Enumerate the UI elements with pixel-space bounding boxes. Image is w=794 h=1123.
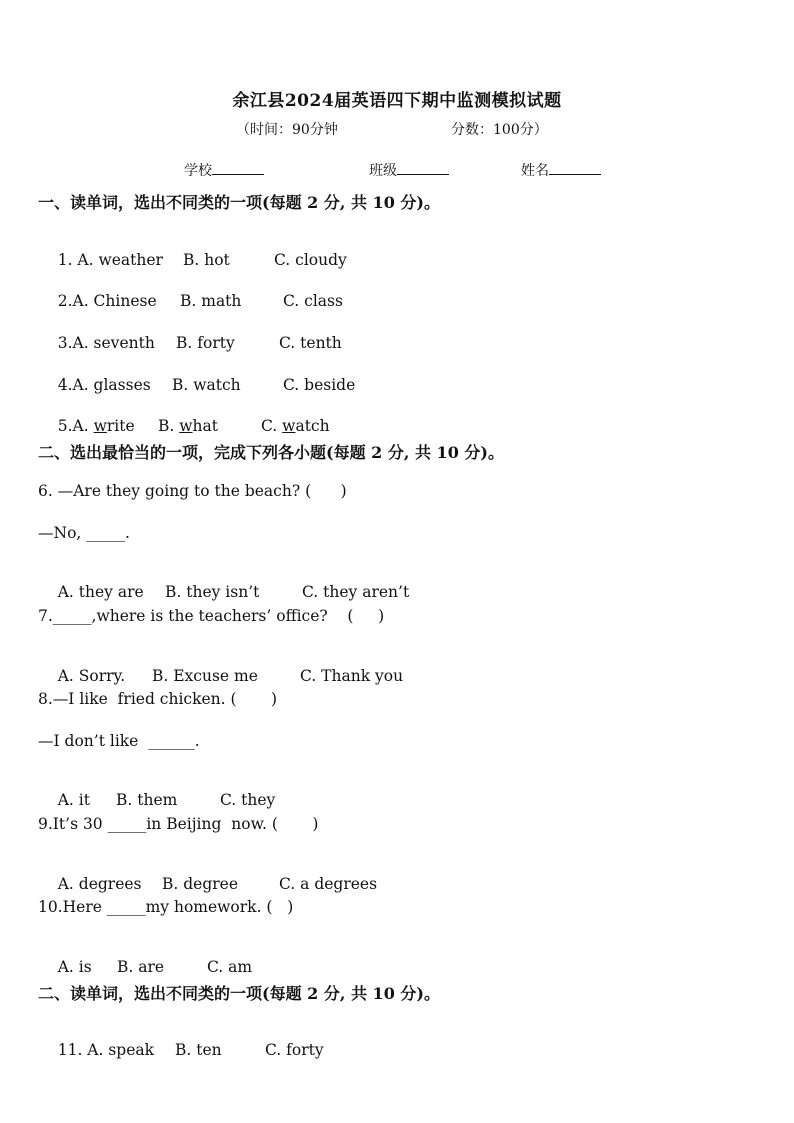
q4-option-b: B. watch xyxy=(172,376,241,394)
q4-option-a: 4.A. glasses xyxy=(57,376,151,394)
question-8-answer: —I don’t like ______. xyxy=(38,732,200,750)
q9-option-b: B. degree xyxy=(162,875,239,893)
q10-option-b: B. are xyxy=(117,958,165,976)
exam-title: 余江县2024届英语四下期中监测模拟试题 xyxy=(232,91,562,111)
q9-option-c: C. a degrees xyxy=(279,875,378,893)
section-heading-1: 一、读单词，选出不同类的一项(每题 2 分, 共 10 分)。 xyxy=(38,193,440,212)
school-field xyxy=(184,160,264,180)
class-blank[interactable] xyxy=(397,162,449,175)
name-label: 姓名 xyxy=(521,163,549,179)
q2-option-c: C. class xyxy=(283,292,343,310)
q8-option-a: A. it xyxy=(57,791,90,809)
q5-option-a: 5.A. write xyxy=(57,417,135,435)
q3-option-c: C. tenth xyxy=(279,334,342,352)
q7-option-c: C. Thank you xyxy=(300,667,404,685)
section-heading-2: 二、选出最恰当的一项，完成下列各小题(每题 2 分, 共 10 分)。 xyxy=(38,443,504,462)
q10-option-c: C. am xyxy=(207,958,253,976)
q7-option-b: B. Excuse me xyxy=(152,667,258,685)
question-7-stem: 7._____,where is the teachers’ office? ( ) xyxy=(38,607,385,625)
exam-score: 分数：100分） xyxy=(451,122,548,138)
q6-option-c: C. they aren’t xyxy=(302,583,410,601)
q5-option-b: B. what xyxy=(158,417,218,435)
class-field xyxy=(369,160,449,180)
q2-option-b: B. math xyxy=(180,292,242,310)
school-blank[interactable] xyxy=(212,162,264,175)
q1-option-b: B. hot xyxy=(183,251,230,269)
q9-option-a: A. degrees xyxy=(57,875,142,893)
q5-option-c: C. watch xyxy=(261,417,330,435)
question-10-stem: 10.Here _____my homework. ( ) xyxy=(38,898,294,916)
question-8-stem: 8.—I like fried chicken. ( ) xyxy=(38,690,278,708)
question-11 xyxy=(38,1023,324,1077)
question-6-stem: 6. —Are they going to the beach? ( ) xyxy=(38,482,347,500)
q4-option-c: C. beside xyxy=(283,376,356,394)
exam-time: （时间：90分钟 xyxy=(236,122,338,138)
q3-option-b: B. forty xyxy=(176,334,235,352)
q3-option-a: 3.A. seventh xyxy=(57,334,155,352)
q1-option-c: C. cloudy xyxy=(274,251,347,269)
q7-option-a: A. Sorry. xyxy=(57,667,126,685)
q11-option-b: B. ten xyxy=(175,1041,222,1059)
question-6-answer: —No, _____. xyxy=(38,524,130,542)
q2-option-a: 2.A. Chinese xyxy=(57,292,157,310)
q6-option-a: A. they are xyxy=(57,583,144,601)
q11-option-a: 11. A. speak xyxy=(57,1041,155,1059)
q10-option-a: A. is xyxy=(57,958,92,976)
school-label: 学校 xyxy=(184,163,212,179)
name-field xyxy=(521,160,601,180)
q8-option-c: C. they xyxy=(220,791,276,809)
section-heading-3: 二、读单词，选出不同类的一项(每题 2 分, 共 10 分)。 xyxy=(38,984,440,1003)
q6-option-b: B. they isn’t xyxy=(165,583,260,601)
q8-option-b: B. them xyxy=(116,791,178,809)
q11-option-c: C. forty xyxy=(265,1041,324,1059)
class-label: 班级 xyxy=(369,163,397,179)
question-9-stem: 9.It’s 30 _____in Beijing now. ( ) xyxy=(38,815,319,833)
name-blank[interactable] xyxy=(549,162,601,175)
q1-option-a: 1. A. weather xyxy=(57,251,163,269)
